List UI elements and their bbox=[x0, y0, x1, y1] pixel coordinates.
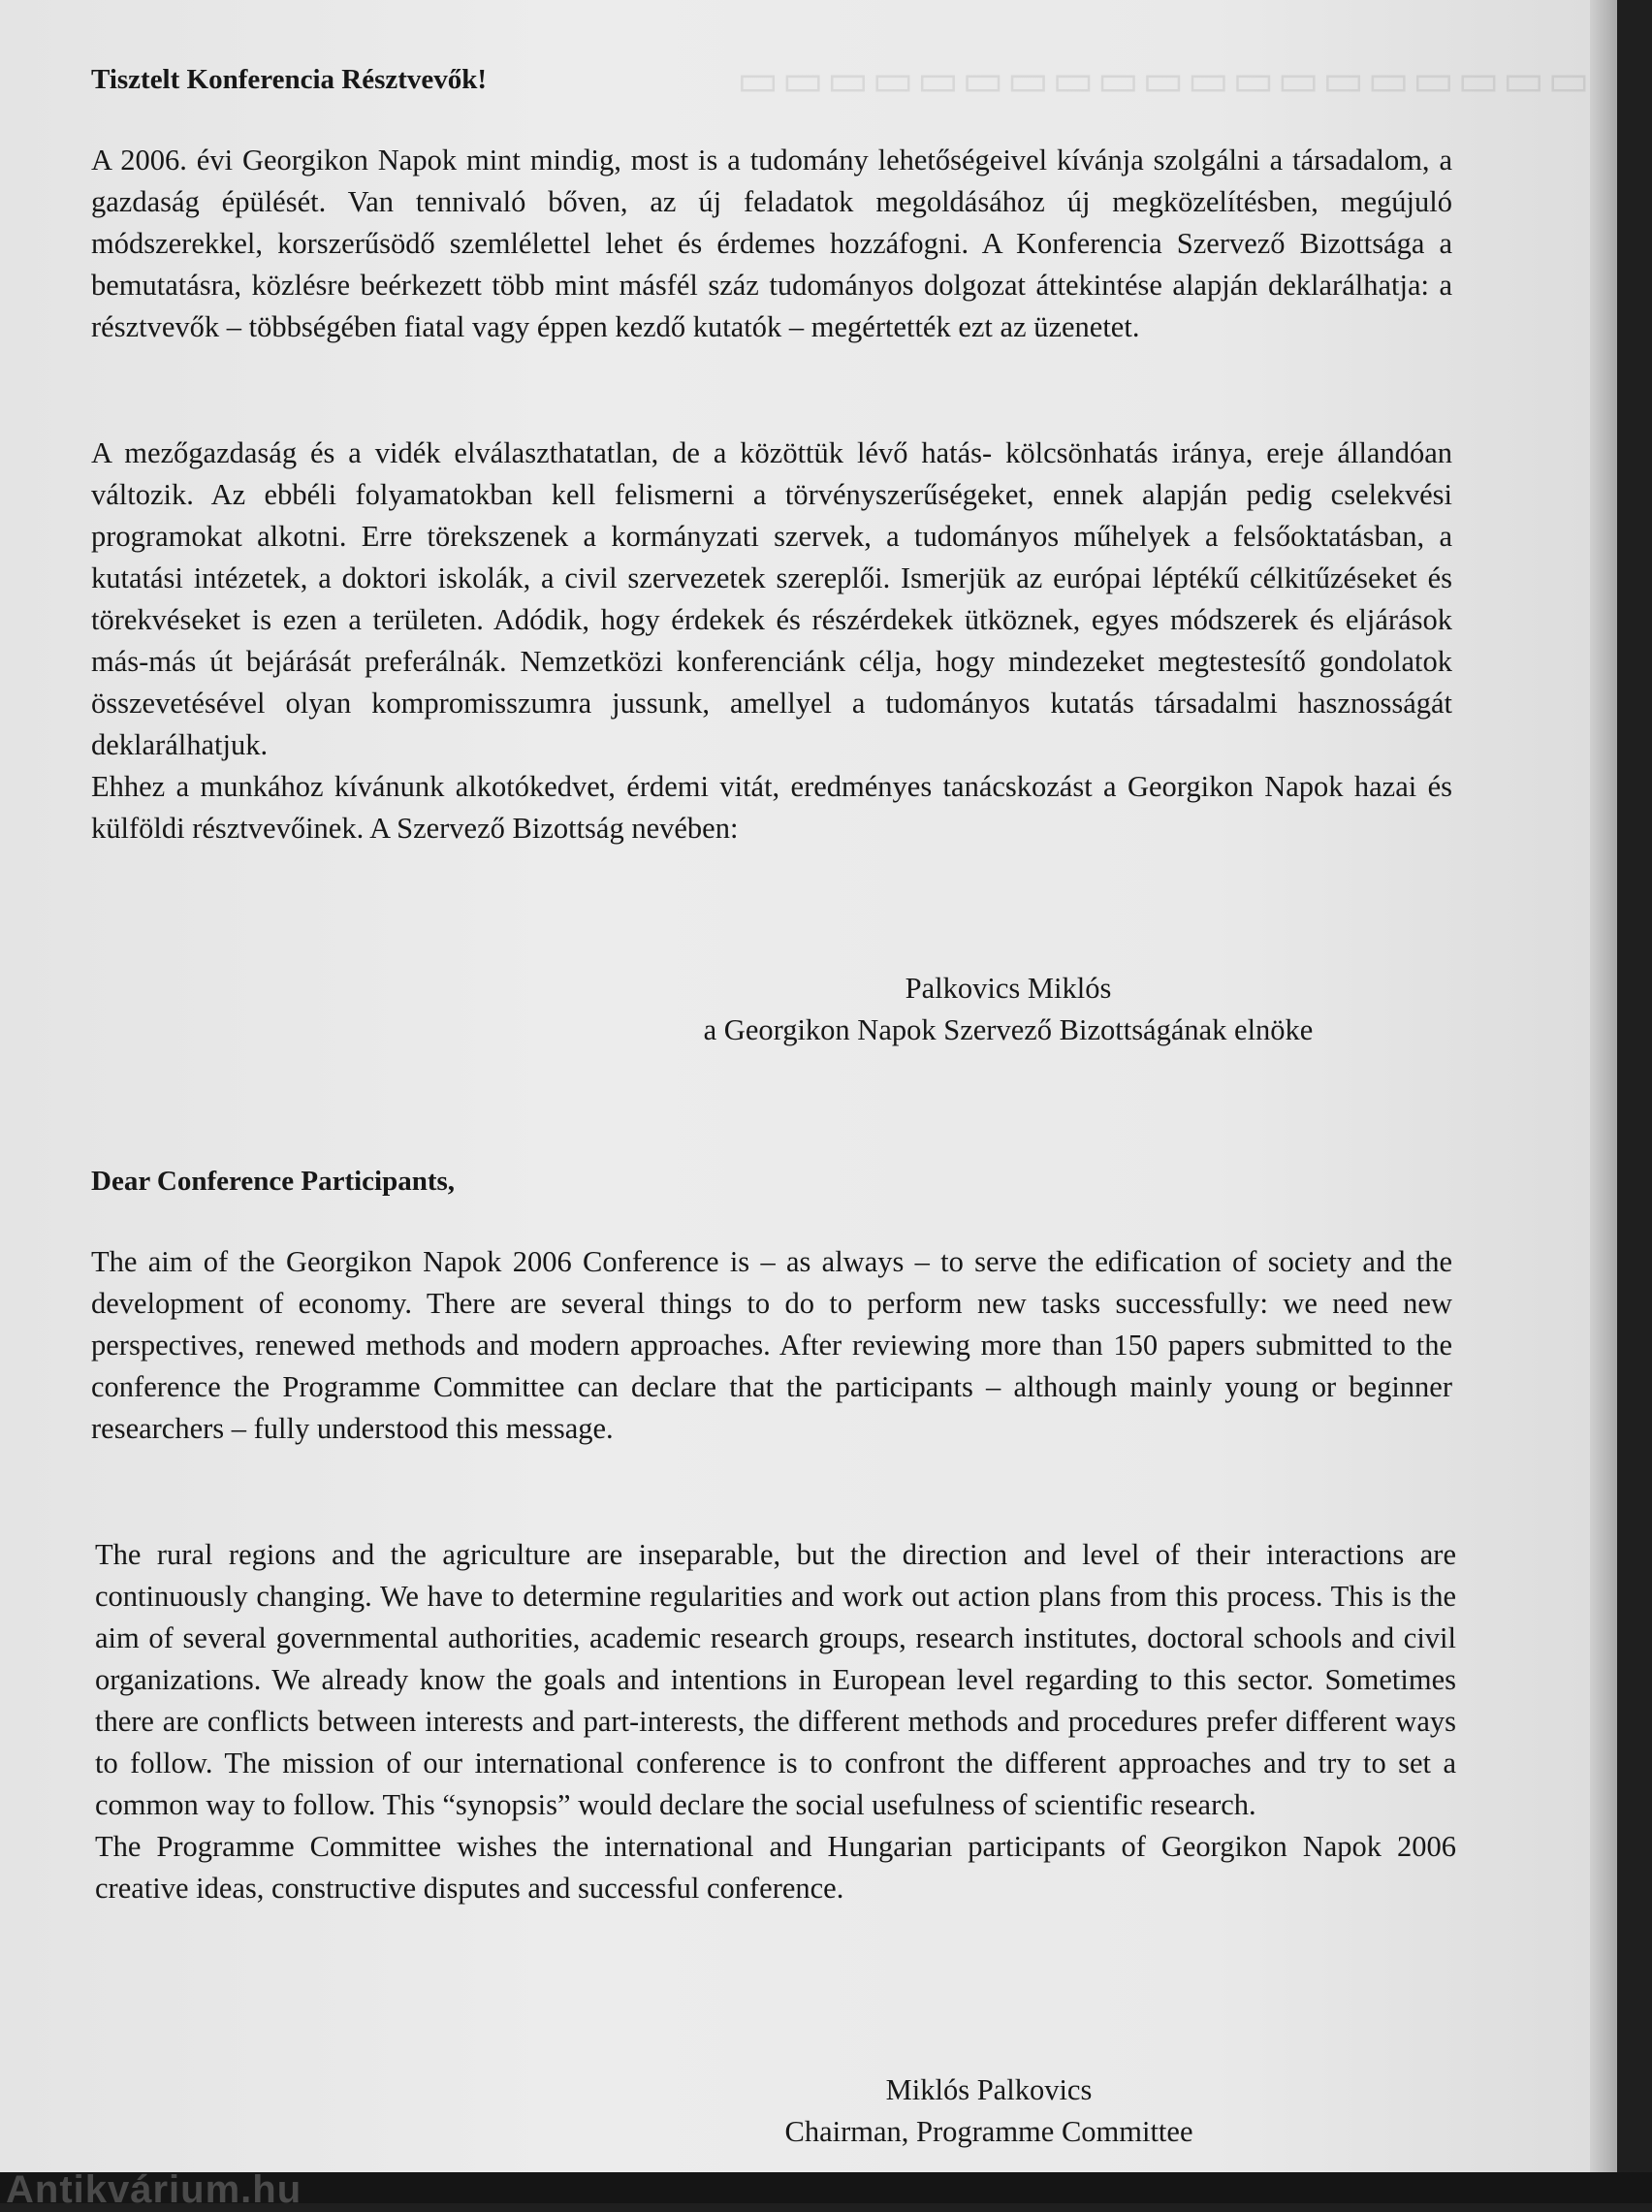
english-paragraph-1 bbox=[91, 1241, 1452, 1450]
english-paragraph-2 bbox=[95, 1534, 1456, 1909]
english-section bbox=[91, 1163, 1452, 1200]
hungarian-heading: Tisztelt Konferencia Résztvevők! bbox=[91, 64, 488, 95]
body-paragraph: A 2006. évi Georgikon Napok mint mindig, most is a tudomány lehetőségeivel kívánja szolgálni a társadalom, a gazdaság épülését. Van tennivaló bőven, az új feladatok megoldásához új megközelítésben, megújuló módszerekkel, korszerűsödő szemlélettel lehet és érdemes hozzáfogni. A Konferencia Szervező Bizottsága a bemutatásra, közlésre beérkezett több mint másfél száz tudományos dolgozat áttekintése alapján deklarálhatja: a résztvevők – többségében fiatal vagy éppen kezdő kutatók – megértették ezt az üzenetet. bbox=[91, 144, 1452, 343]
show-through-title: ▭▭▭▭▭▭▭▭▭▭▭▭▭▭▭▭▭▭▭ bbox=[737, 55, 1593, 105]
signature-title: Chairman, Programme Committee bbox=[784, 2115, 1193, 2148]
hungarian-signature bbox=[601, 968, 1415, 1051]
watermark: Antikvárium.hu bbox=[6, 2168, 302, 2211]
english-heading: Dear Conference Participants, bbox=[91, 1166, 456, 1197]
signature-title: a Georgikon Napok Szervező Bizottságának elnöke bbox=[703, 1013, 1314, 1046]
english-signature bbox=[659, 2069, 1318, 2153]
body-paragraph: The Programme Committee wishes the international and Hungarian participants of Georgikon Napok 2006 creative ideas, constructive disputes and successful conference. bbox=[95, 1830, 1456, 1905]
body-paragraph: The rural regions and the agriculture are inseparable, but the direction and level of their interactions are continuously changing. We have to determine regularities and work out action plans from this process. This is the aim of several governmental authorities, academic research groups, research institutes, doctoral schools and civil organizations. We already know the goals and intentions in European level regarding to this sector. Sometimes there are conflicts between interests and part-interests, the different methods and procedures prefer different ways to follow. The mission of our international conference is to confront the different approaches and try to set a common way to follow. This “synopsis” would declare the social usefulness of scientific research. bbox=[95, 1538, 1456, 1821]
body-paragraph: The aim of the Georgikon Napok 2006 Conference is – as always – to serve the edification of society and the development of economy. There are several things to do to perform new tasks successfully: we need new perspectives, renewed methods and modern approaches. After reviewing more than 150 papers submitted to the conference the Programme Committee can declare that the participants – although mainly young or beginner researchers – fully understood this message. bbox=[91, 1245, 1452, 1445]
signature-name: Miklós Palkovics bbox=[885, 2073, 1093, 2106]
hungarian-paragraph-1 bbox=[91, 140, 1452, 348]
hungarian-section bbox=[91, 61, 1452, 98]
hungarian-paragraph-2 bbox=[91, 433, 1452, 850]
body-paragraph: Ehhez a munkához kívánunk alkotókedvet, érdemi vitát, eredményes tanácskozást a Georgikon Napok hazai és külföldi résztvevőinek. A Szervező Bizottság nevében: bbox=[91, 770, 1452, 845]
page-edge-shadow bbox=[1590, 0, 1617, 2190]
body-paragraph: A mezőgazdaság és a vidék elválaszthatatlan, de a közöttük lévő hatás- kölcsönhatás iránya, ereje állandóan változik. Az ebbéli folyamatokban kell felismerni a törvényszerűségeket, ennek alapján pedig cselekvési programokat alkotni. Erre törekszenek a kormányzati szervek, a tudományos műhelyek a felsőoktatásban, a kutatási intézetek, a doktori iskolák, a civil szervezetek szereplői. Ismerjük az európai léptékű célkitűzéseket és törekvéseket is ezen a területen. Adódik, hogy érdekek és részérdekek ütköznek, egyes módszerek és eljárások más-más út bejárását preferálnák. Nemzetközi konferenciánk célja, hogy mindezeket megtestesítő gondolatok összevetésével olyan kompromisszumra jussunk, amellyel a tudományos kutatás társadalmi hasznosságát deklarálhatjuk. bbox=[91, 436, 1452, 761]
signature-name: Palkovics Miklós bbox=[905, 972, 1112, 1005]
